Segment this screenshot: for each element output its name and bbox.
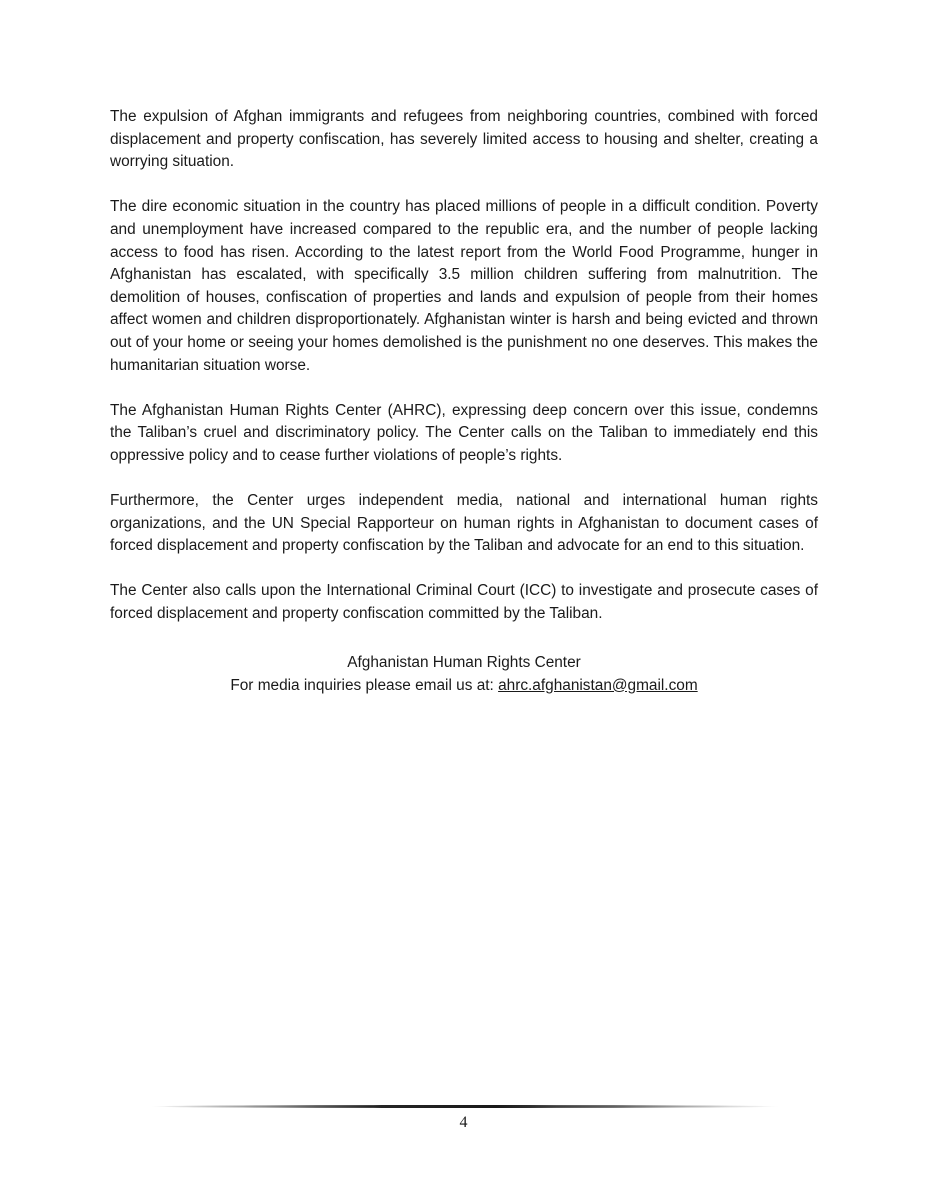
paragraph-icc-call: The Center also calls upon the International Criminal Court (ICC) to investigate and prosecute cases of forced displacement and property confiscation committed by the Taliban.: [110, 582, 818, 623]
paragraph-economic-situation: The dire economic situation in the country has placed millions of people in a difficult condition. Poverty and unemployment have increased compared to the republic era, and the number of people lacking access to food has risen. According to the latest report from the World Food Programme, hunger in Afghanistan has escalated, with specifically 3.5 million children suffering from malnutrition. The demolition of houses, confiscation of properties and lands and expulsion of people from their homes affect women and children disproportionately. Afghanistan winter is harsh and being evicted and thrown out of your home or seeing your homes demolished is the punishment no one deserves. This makes the humanitarian situation worse.: [110, 198, 818, 374]
paragraph-expulsion: The expulsion of Afghan immigrants and refugees from neighboring countries, combined with forced displacement and property confiscation, has severely limited access to housing and shelter, creating a worrying situation.: [110, 108, 818, 171]
paragraph-call-to-document: Furthermore, the Center urges independent media, national and international human rights organizations, and the UN Special Rapporteur on human rights in Afghanistan to document cases of forced displacement and property confiscation by the Taliban and advocate for an end to this situation.: [110, 492, 818, 555]
page-number: 4: [459, 1114, 468, 1131]
paragraph-ahrc-concern: The Afghanistan Human Rights Center (AHRC), expressing deep concern over this issue, condemns the Taliban’s cruel and discriminatory policy. The Center calls on the Taliban to immediately end this oppressive policy and to cease further violations of people’s rights.: [110, 401, 818, 464]
email-link[interactable]: ahrc.afghanistan@gmail.com: [498, 676, 698, 694]
signature-block: [110, 652, 818, 697]
footer-divider: [150, 1105, 780, 1108]
document-body: [110, 106, 818, 648]
media-inquiry-line: [110, 675, 818, 698]
media-inquiry-text: For media inquiries please email us at:: [230, 676, 499, 694]
signature-organization: Afghanistan Human Rights Center: [347, 654, 581, 671]
